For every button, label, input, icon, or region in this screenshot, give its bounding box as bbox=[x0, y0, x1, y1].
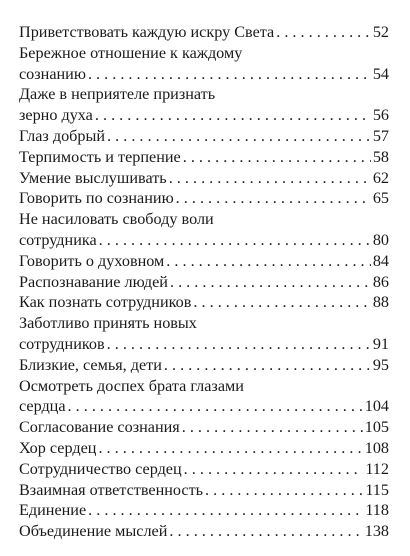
toc-entry bbox=[19, 168, 389, 189]
toc-page-number: 56 bbox=[372, 106, 389, 125]
toc-entry-title: Терпимость и терпение bbox=[19, 147, 181, 166]
toc-entry bbox=[19, 22, 389, 43]
toc-page-number: 57 bbox=[372, 126, 389, 145]
toc-page-number: 112 bbox=[365, 459, 389, 478]
toc-entry-title: Единение bbox=[19, 501, 87, 520]
toc-entry bbox=[19, 272, 389, 293]
dot-leader bbox=[169, 521, 362, 542]
toc-page-number: 105 bbox=[364, 418, 389, 437]
toc-page-number: 65 bbox=[372, 189, 389, 208]
toc-entry-title: Говорить о духовном bbox=[19, 251, 165, 270]
toc-entry-title: Говорить по сознанию bbox=[19, 189, 174, 208]
dot-leader bbox=[166, 251, 371, 272]
toc-entry-title-continued: сознанию bbox=[19, 64, 86, 83]
toc-entry bbox=[19, 209, 389, 251]
dot-leader bbox=[182, 417, 363, 438]
toc-entry bbox=[19, 417, 389, 438]
toc-page-number: 91 bbox=[372, 334, 389, 353]
toc-entry-title: Как познать сотрудников bbox=[19, 293, 192, 312]
toc-entry bbox=[19, 438, 389, 459]
toc-page-number: 138 bbox=[364, 522, 389, 541]
toc-page-number: 80 bbox=[372, 230, 389, 249]
toc-entry bbox=[19, 84, 389, 126]
toc-entry-title: Взаимная ответственность bbox=[19, 480, 204, 499]
toc-entry-title: Согласование сознания bbox=[19, 418, 180, 437]
dot-leader bbox=[169, 168, 371, 189]
toc-entry bbox=[19, 43, 389, 85]
toc-entry bbox=[19, 500, 389, 521]
dot-leader bbox=[184, 459, 364, 480]
toc-entry bbox=[19, 147, 389, 168]
toc-page-number: 118 bbox=[365, 501, 389, 520]
toc-entry-title: Заботливо принять новых bbox=[19, 314, 197, 333]
dot-leader bbox=[183, 147, 371, 168]
toc-entry-title: Хор сердец bbox=[19, 438, 97, 457]
dot-leader bbox=[170, 272, 371, 293]
toc-page-number: 88 bbox=[372, 293, 389, 312]
dot-leader bbox=[88, 500, 363, 521]
toc-entry-title: Не насиловать свободу воли bbox=[19, 210, 214, 229]
toc-page-number: 95 bbox=[372, 355, 389, 374]
dot-leader bbox=[107, 334, 371, 355]
toc-page-number: 108 bbox=[364, 438, 389, 457]
dot-leader bbox=[107, 126, 371, 147]
toc-page-number: 52 bbox=[372, 23, 389, 41]
toc-entry bbox=[19, 355, 389, 376]
toc-entry-title-continued: сердца bbox=[19, 397, 66, 416]
dot-leader bbox=[176, 188, 371, 209]
toc-page-number: 115 bbox=[365, 480, 389, 499]
toc-entry-title: Осмотреть доспех брата глазами bbox=[19, 376, 244, 395]
toc-page-number: 54 bbox=[372, 64, 389, 83]
dot-leader bbox=[68, 396, 363, 417]
toc-entry-title: Приветствовать каждую искру Света bbox=[19, 23, 275, 41]
toc-entry-title: Глаз добрый bbox=[19, 126, 106, 145]
toc-entry-title: Близкие, семья, дети bbox=[19, 355, 162, 374]
toc-entry bbox=[19, 376, 389, 418]
toc-entry-title: Распознавание людей bbox=[19, 272, 168, 291]
dot-leader bbox=[98, 438, 362, 459]
dot-leader bbox=[88, 64, 371, 85]
toc-entry bbox=[19, 126, 389, 147]
toc-entry-title: Сотрудничество сердец bbox=[19, 459, 182, 478]
table-of-contents bbox=[19, 22, 389, 542]
dot-leader bbox=[95, 105, 371, 126]
toc-entry bbox=[19, 251, 389, 272]
toc-entry-title: Умение выслушивать bbox=[19, 168, 167, 187]
toc-entry bbox=[19, 188, 389, 209]
toc-page-number: 104 bbox=[364, 397, 389, 416]
toc-page-number: 86 bbox=[372, 272, 389, 291]
toc-entry-title: Бережное отношение к каждому bbox=[19, 43, 243, 62]
toc-entry bbox=[19, 292, 389, 313]
toc-page-number: 62 bbox=[372, 168, 389, 187]
toc-entry bbox=[19, 480, 389, 501]
toc-entry bbox=[19, 459, 389, 480]
toc-entry-title: Даже в неприятеле признать bbox=[19, 85, 216, 104]
dot-leader bbox=[276, 22, 371, 43]
dot-leader bbox=[164, 355, 371, 376]
toc-page-number: 84 bbox=[372, 251, 389, 270]
toc-entry bbox=[19, 521, 389, 542]
toc-entry bbox=[19, 313, 389, 355]
toc-entry-title: Объединение мыслей bbox=[19, 522, 168, 541]
toc-page-number: 58 bbox=[372, 147, 389, 166]
toc-entry-title-continued: сотрудников bbox=[19, 334, 105, 353]
dot-leader bbox=[205, 480, 363, 501]
toc-entry-title-continued: зерно духа bbox=[19, 106, 93, 125]
toc-entry-title-continued: сотрудника bbox=[19, 230, 97, 249]
dot-leader bbox=[193, 292, 370, 313]
dot-leader bbox=[99, 230, 371, 251]
